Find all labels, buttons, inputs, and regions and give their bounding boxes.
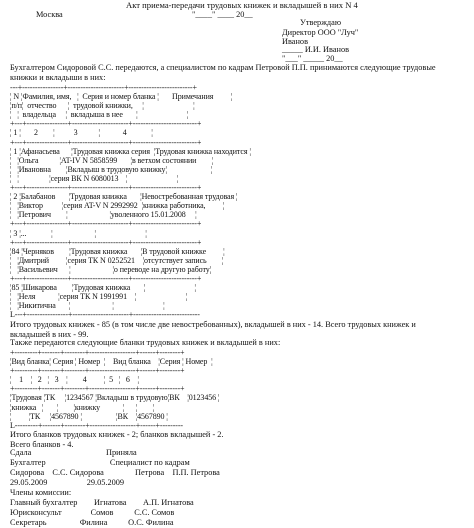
place: Москва [36, 10, 63, 19]
approve-line-1: Утверждаю [300, 18, 342, 27]
totals-text: Итого трудовых книжек - 85 (в том числе две невостребованных), вкладышей в них - 14. Всего трудовых книжек и вкладышей в них - 99. [10, 320, 416, 339]
approve-line-5: "___" _____ 20__ [282, 54, 343, 63]
approve-line-3: Иванов [282, 37, 308, 46]
blanks-intro: Также передаются следующие бланки трудовых книжек и вкладышей в них: [10, 338, 281, 347]
signatures: Сдала Приняла Бухгалтер Специалист по кадрам Сидорова С.С. Сидорова Петрова П.П. Петрова 29.05.2009 29.05.2009 Члены комиссии: Главный бухгалтер Игнатова А.П. Игнатова Юрисконсульт Сомов С.С. Сомов Секретарь Филина О.С. Филина [10, 448, 220, 527]
document-title: Акт приема-передачи трудовых книжек и вкладышей в них N 4 [126, 0, 358, 10]
intro-text: Бухгалтером Сидоровой С.С. передаются, а специалистом по кадрам Петровой П.П. принимаются следующие трудовые книжки и вкладыши в них: [10, 63, 436, 82]
blanks-table: +---------+-------+--------+------------------+------+--------+ ¦Вид бланка¦ Серия ¦ Номер ¦ Вид бланка ¦Серия ¦ Номер ¦ +---------+-------+--------+------------------+------+--------+ ¦ 1 ¦ 2 ¦ 3 ¦ 4 ¦ 5 ¦ 6 ¦ +---------+-------+--------+------------------+------+--------+ ¦Трудовая ¦ТК ¦1234567 ¦Вкладыш в трудовую¦ВК ¦0123456 ¦ ¦книжка ¦ ¦ ¦книжку ¦ ¦ ¦ ¦ ¦ТК ¦4567890 ¦ ¦ВК ¦4567890 ¦ L---------+-------+--------+------------------+------+--------- [10, 348, 220, 430]
blanks-totals: Итого бланков трудовых книжек - 2; бланков вкладышей - 2. Всего бланков - 4. [10, 430, 224, 449]
date-line: "____" ____ 20__ [192, 10, 253, 19]
transfer-table: ---+----------------+----------------------+-------------------------+ ¦ N ¦Фамилия, имя, ¦ Серия и номер бланка ¦ Примечания ¦ ¦п/п¦ отчество ¦ трудовой книжки, ¦ ¦ ¦ ¦ владельца ¦ вкладыша в нее ¦ ¦ +---+----------------+----------------------+-------------------------+ ¦ 1 ¦ 2 ¦ 3 ¦ 4 ¦ +---+----------------+----------------------+-------------------------+ ¦ 1 ¦Афанасьева ¦Трудовая книжка серия ¦Трудовая книжка находится ¦ ¦ ¦Ольга ¦AT-IV N 5858599 ¦в ветхом состоянии ¦ ¦ ¦Ивановна ¦Вкладыш в трудовую книжку¦ ¦ ¦ ¦ ¦серия ВК N 6080013 ¦ ¦ +---+----------------+----------------------+-------------------------+ ¦ 2 ¦Балабанов ¦Трудовая книжка ¦Невостребованная трудовая ¦ ¦ ¦Виктор ¦серия AT-V N 2992992 ¦книжка работника, ¦ ¦ ¦Петрович ¦ ¦уволенного 15.01.2008 ¦ +---+----------------+----------------------+-------------------------+ ¦ 3 ¦... ¦ ¦ ¦ +---+----------------+----------------------+-------------------------+ ¦84 ¦Черняков ¦Трудовая книжка ¦В трудовой книжке ¦ ¦ ¦Дмитрий ¦серия ТК N 0252521 ¦отсутствует запись ¦ ¦ ¦Васильевич ¦ ¦о переводе на другую работу¦ +---+----------------+----------------------+-------------------------+ ¦85 ¦Шикарова ¦Трудовая книжка ¦ ¦ ¦ ¦Неля ¦серия ТК N 1991991 ¦ ¦ ¦ ¦Никитична ¦ ¦ ¦ L---+----------------+----------------------+-------------------------- [10, 83, 251, 320]
approve-line-2: Директор ООО "Луч" [282, 28, 359, 37]
approve-line-4: _____ И.И. Иванов [282, 45, 350, 54]
